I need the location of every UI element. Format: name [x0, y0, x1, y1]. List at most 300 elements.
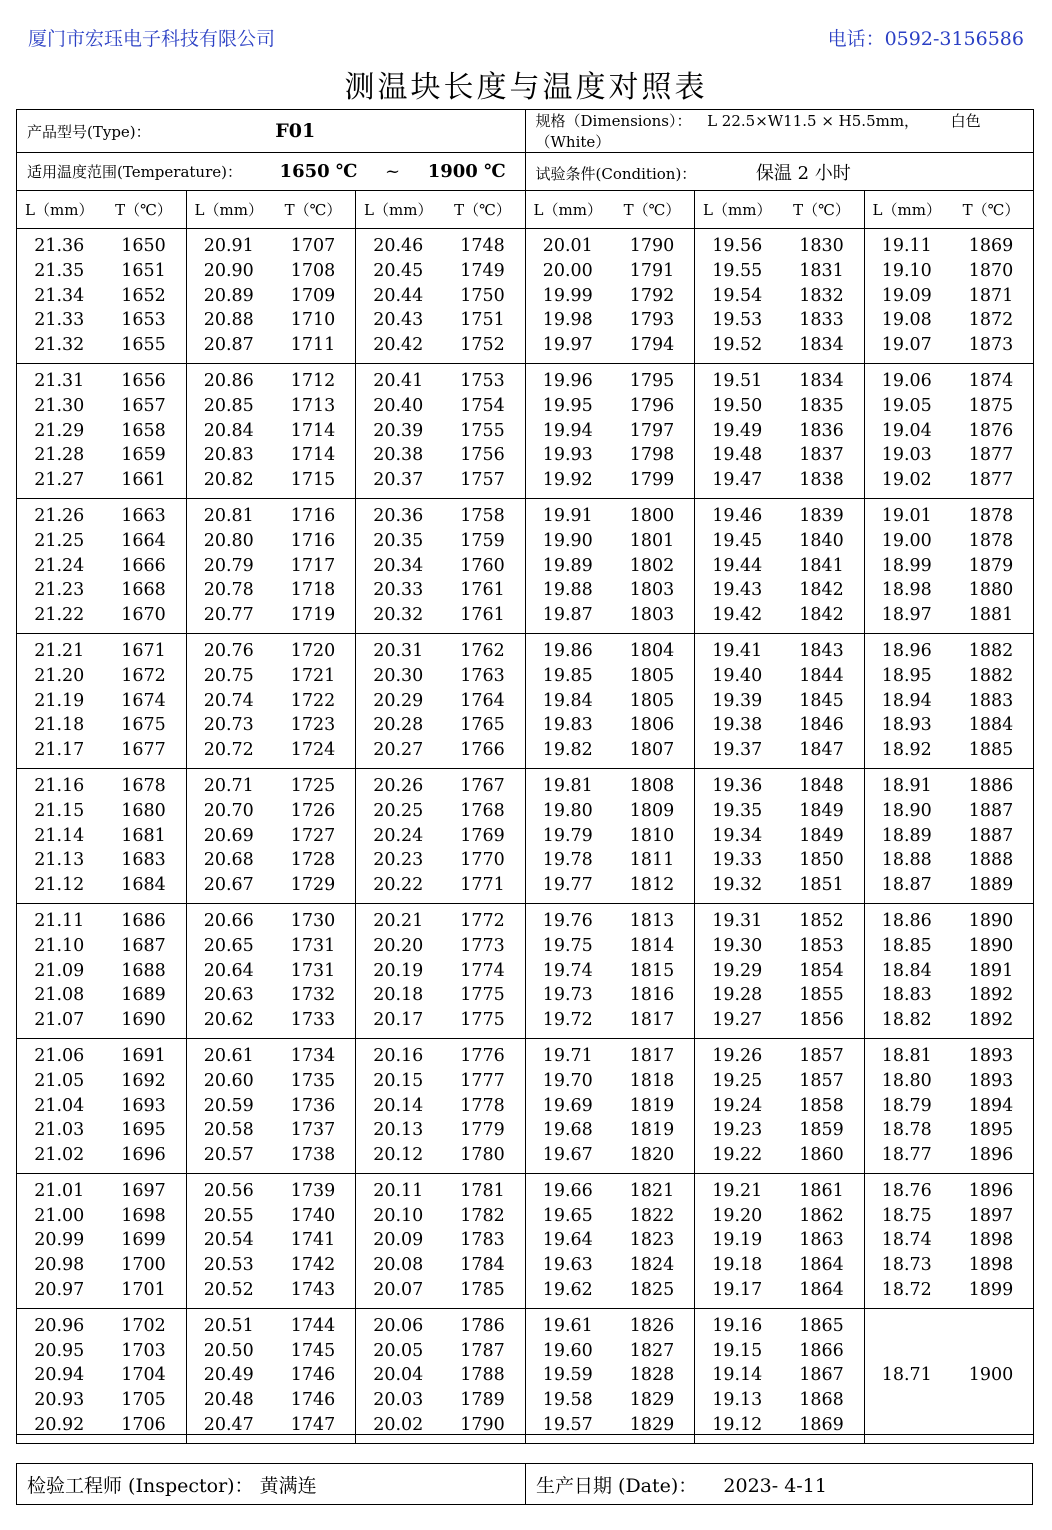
length-value: 19.90: [542, 530, 593, 551]
length-value: 19.20: [712, 1205, 763, 1226]
temperature-value: 1735: [290, 1070, 336, 1091]
temperature-value: 1751: [460, 310, 505, 331]
length-value: 19.83: [542, 715, 593, 736]
length-value: 18.76: [881, 1180, 932, 1201]
temperature-cell: [102, 1308, 187, 1443]
length-value: 21.30: [34, 395, 85, 416]
temperature-value: 1725: [290, 775, 336, 796]
temperature-cell: [610, 363, 695, 498]
length-value: 20.63: [203, 985, 254, 1006]
temperature-value: 1727: [290, 825, 336, 846]
length-cell: [356, 1173, 441, 1308]
length-value: 20.08: [373, 1255, 424, 1276]
length-value: 18.91: [881, 775, 932, 796]
temperature-value: 1882: [968, 640, 1014, 661]
length-value: 18.86: [881, 910, 932, 931]
temperature-value: 1723: [290, 715, 336, 736]
temperature-cell: [949, 633, 1034, 768]
temperature-value: 1795: [629, 370, 675, 391]
length-value: 19.49: [712, 420, 763, 441]
length-value: 20.90: [203, 260, 254, 281]
length-value: 19.73: [542, 985, 593, 1006]
length-value: 20.16: [373, 1045, 424, 1066]
length-value: 20.69: [203, 825, 254, 846]
col-header-temp: T（℃）: [102, 191, 187, 229]
length-value: 20.60: [203, 1070, 254, 1091]
temperature-value: 1837: [799, 445, 844, 466]
temperature-value: 1661: [121, 470, 166, 491]
temperature-value: 1748: [460, 236, 505, 256]
temperature-value: 1716: [290, 530, 336, 551]
temperature-value: 1759: [460, 530, 505, 551]
length-value: 19.89: [542, 555, 593, 576]
length-cell: [17, 363, 102, 498]
temperature-value: 1790: [629, 236, 675, 256]
length-value: 19.24: [712, 1095, 763, 1116]
length-value: 19.43: [712, 580, 763, 601]
temperature-cell: [271, 1038, 356, 1173]
temperature-value: 1885: [968, 740, 1014, 761]
length-cell: [186, 498, 271, 633]
length-cell: [695, 1038, 780, 1173]
temperature-value: 1805: [629, 665, 675, 686]
length-cell: [864, 903, 949, 1038]
temperature-cell: [780, 498, 865, 633]
temperature-value: 1761: [460, 580, 505, 601]
temperature-value: 1769: [460, 825, 505, 846]
temperature-value: 1827: [629, 1340, 675, 1361]
length-value: 20.25: [373, 800, 424, 821]
type-value: F01: [275, 120, 316, 142]
info-row-type: [17, 110, 1034, 153]
temperature-value: 1849: [799, 825, 844, 846]
condition-label: 试验条件(Condition)：: [535, 164, 697, 183]
length-value: 20.62: [203, 1010, 254, 1031]
temperature-value: 1761: [460, 605, 505, 626]
col-header-temp: T（℃）: [780, 191, 865, 229]
length-value: 19.03: [881, 445, 932, 466]
length-cell: [525, 1038, 610, 1173]
length-value: 19.27: [712, 1010, 763, 1031]
length-value: 19.84: [542, 690, 593, 711]
length-value: 18.95: [881, 665, 932, 686]
temperature-value: 1774: [460, 960, 505, 981]
length-value: 19.34: [712, 825, 763, 846]
length-cell: [356, 1308, 441, 1443]
length-value: 19.75: [542, 935, 593, 956]
length-value: 19.60: [542, 1340, 593, 1361]
length-value: 20.76: [203, 640, 254, 661]
length-value: 19.31: [712, 910, 763, 931]
temperature-value: 1844: [799, 665, 844, 686]
page-title: 测温块长度与温度对照表: [344, 70, 708, 105]
temperature-value: 1869: [799, 1415, 844, 1436]
dims-label: 规格（Dimensions）：: [535, 112, 692, 130]
temperature-value: 1772: [460, 910, 505, 931]
temperature-cell: [102, 1038, 187, 1173]
temperature-cell: [949, 903, 1034, 1038]
phone-number: 电话：0592-3156586: [827, 28, 1024, 50]
temperature-cell: [271, 633, 356, 768]
length-value: 19.85: [542, 665, 593, 686]
date-cell: [526, 1464, 1033, 1505]
length-value: 19.59: [542, 1365, 593, 1386]
temperature-value: 1892: [968, 1010, 1014, 1031]
temperature-value: 1745: [290, 1340, 336, 1361]
temperature-cell: [780, 363, 865, 498]
length-value: 20.18: [373, 985, 424, 1006]
length-value: 19.45: [712, 530, 763, 551]
length-value: 20.06: [373, 1315, 424, 1336]
length-value: 21.17: [34, 740, 85, 761]
length-value: 19.55: [712, 260, 763, 281]
temperature-value: 1779: [460, 1120, 505, 1141]
length-value: 21.35: [34, 260, 85, 281]
length-value: 19.92: [542, 470, 593, 491]
length-value: 20.17: [373, 1010, 424, 1031]
temperature-value: 1706: [121, 1415, 166, 1436]
length-value: 21.08: [34, 985, 85, 1006]
length-value: 21.03: [34, 1120, 85, 1141]
temperature-value: 1714: [290, 445, 336, 466]
length-value: 19.38: [712, 715, 763, 736]
temperature-value: 1658: [121, 420, 166, 441]
temperature-value: 1839: [799, 505, 844, 526]
length-cell: [864, 633, 949, 768]
temperature-value: 1873: [968, 335, 1014, 356]
length-value: 18.87: [881, 875, 932, 896]
temperature-cell: [610, 1173, 695, 1308]
length-value: 20.56: [203, 1180, 254, 1201]
length-value: 20.48: [203, 1390, 254, 1411]
length-value: 20.46: [373, 236, 424, 256]
length-value: 19.10: [881, 260, 932, 281]
inspector-name: 黄满连: [259, 1474, 317, 1497]
length-value: 19.21: [712, 1180, 763, 1201]
temperature-value: 1808: [629, 775, 675, 796]
length-value: 19.33: [712, 850, 763, 871]
temperature-value: 1878: [968, 530, 1014, 551]
temperature-value: 1758: [460, 505, 505, 526]
length-cell: [186, 1173, 271, 1308]
length-value: 19.07: [881, 335, 932, 356]
temperature-value: 1788: [460, 1365, 505, 1386]
length-value: 21.13: [34, 850, 85, 871]
length-value: 19.22: [712, 1145, 763, 1166]
temperature-cell: [949, 229, 1034, 364]
temperature-value: 1721: [290, 665, 336, 686]
temperature-cell: [949, 1038, 1034, 1173]
temperature-cell: [102, 229, 187, 364]
temperature-value: 1677: [121, 740, 166, 761]
length-cell: [17, 768, 102, 903]
length-value: 20.94: [34, 1365, 85, 1386]
temperature-value: 1871: [968, 285, 1014, 306]
temperature-cell: [102, 768, 187, 903]
length-value: 20.83: [203, 445, 254, 466]
temp-cell: [17, 153, 526, 191]
length-value: 18.80: [881, 1070, 932, 1091]
length-value: 18.90: [881, 800, 932, 821]
temperature-value: 1831: [799, 260, 844, 281]
length-value: 19.65: [542, 1205, 593, 1226]
length-value: 19.06: [881, 370, 932, 391]
temperature-value: 1834: [799, 370, 844, 391]
temperature-value: 1744: [290, 1315, 336, 1336]
temperature-value: 1750: [460, 285, 505, 306]
length-value: 20.22: [373, 875, 424, 896]
length-value: 19.71: [542, 1045, 593, 1066]
length-value: 18.93: [881, 715, 932, 736]
temperature-value: 1743: [290, 1280, 336, 1301]
length-value: 20.42: [373, 335, 424, 356]
length-value: 20.96: [34, 1315, 85, 1336]
length-value: 19.88: [542, 580, 593, 601]
col-header-length: L（mm）: [186, 191, 271, 229]
temperature-value: 1746: [290, 1390, 336, 1411]
temperature-value: 1766: [460, 740, 505, 761]
temperature-value: 1815: [629, 960, 675, 981]
length-value: 20.85: [203, 395, 254, 416]
temperature-value: 1695: [121, 1120, 166, 1141]
temperature-value: 1883: [968, 690, 1014, 711]
temperature-value: 1805: [629, 690, 675, 711]
temperature-cell: [610, 768, 695, 903]
length-value: 19.41: [712, 640, 763, 661]
length-value: 21.10: [34, 935, 85, 956]
temperature-value: 1890: [968, 910, 1014, 931]
temperature-value: 1733: [290, 1010, 336, 1031]
length-cell: [186, 903, 271, 1038]
length-value: 19.74: [542, 960, 593, 981]
temperature-value: 1847: [799, 740, 844, 761]
temperature-value: 1771: [460, 875, 505, 896]
length-value: 20.71: [203, 775, 254, 796]
color-value: 白色（White）: [535, 112, 981, 151]
length-value: 20.74: [203, 690, 254, 711]
temperature-value: 1770: [460, 850, 505, 871]
length-value: 20.45: [373, 260, 424, 281]
length-cell: [17, 633, 102, 768]
temperature-value: 1824: [629, 1255, 675, 1276]
length-value: 19.47: [712, 470, 763, 491]
length-value: 19.51: [712, 370, 763, 391]
temperature-value: 1664: [121, 530, 166, 551]
length-value: 20.99: [34, 1230, 85, 1251]
temperature-value: 1820: [629, 1145, 675, 1166]
inspector-cell: [17, 1464, 526, 1505]
length-value: 19.16: [712, 1315, 763, 1336]
temperature-value: 1857: [799, 1045, 844, 1066]
length-cell: [525, 498, 610, 633]
length-value: 21.15: [34, 800, 85, 821]
length-value: 19.66: [542, 1180, 593, 1201]
length-value: 20.13: [373, 1120, 424, 1141]
length-cell: [17, 498, 102, 633]
temperature-value: 1896: [968, 1180, 1014, 1201]
length-value: 20.15: [373, 1070, 424, 1091]
temp-low: 1650 ℃: [279, 161, 358, 182]
length-value: 19.17: [712, 1280, 763, 1301]
temperature-value: 1656: [121, 370, 166, 391]
temperature-value: 1806: [629, 715, 675, 736]
temperature-value: 1700: [121, 1255, 166, 1276]
length-cell: [17, 229, 102, 364]
temperature-value: 1764: [460, 690, 505, 711]
temperature-value: 1729: [290, 875, 336, 896]
length-value: 21.09: [34, 960, 85, 981]
temperature-value: 1666: [121, 555, 166, 576]
temperature-value: 1789: [460, 1390, 505, 1411]
temperature-cell: [441, 633, 526, 768]
temperature-cell: [610, 1038, 695, 1173]
length-value: 20.24: [373, 825, 424, 846]
length-cell: [525, 363, 610, 498]
length-cell: [864, 1308, 949, 1443]
length-value: 20.77: [203, 605, 254, 626]
temperature-value: 1728: [290, 850, 336, 871]
table-row-block: [17, 498, 1034, 633]
length-value: 20.44: [373, 285, 424, 306]
temperature-value: 1719: [290, 605, 336, 626]
length-value: 20.04: [373, 1365, 424, 1386]
length-value: 19.81: [542, 775, 593, 796]
temperature-value: 1678: [121, 775, 166, 796]
temperature-value: 1702: [121, 1315, 166, 1336]
temperature-value: 1842: [799, 605, 844, 626]
length-value: 21.11: [34, 910, 85, 931]
temperature-value: 1879: [968, 555, 1014, 576]
temp-high: 1900 ℃: [427, 161, 506, 182]
temperature-value: 1895: [968, 1120, 1014, 1141]
temperature-value: 1714: [290, 420, 336, 441]
temperature-value: 1804: [629, 640, 675, 661]
length-value: 20.57: [203, 1145, 254, 1166]
length-value: 19.53: [712, 310, 763, 331]
length-value: 20.54: [203, 1230, 254, 1251]
temperature-value: 1675: [121, 715, 166, 736]
temperature-value: 1867: [799, 1365, 844, 1386]
length-cell: [525, 1173, 610, 1308]
temperature-value: 1737: [290, 1120, 336, 1141]
temperature-value: 1892: [968, 985, 1014, 1006]
temperature-value: 1825: [629, 1280, 675, 1301]
temperature-value: 1746: [290, 1365, 336, 1386]
temperature-cell: [780, 633, 865, 768]
temperature-value: 1731: [290, 935, 336, 956]
temperature-cell: [271, 768, 356, 903]
temperature-value: 1814: [629, 935, 675, 956]
length-value: 20.41: [373, 370, 424, 391]
temperature-value: 1861: [799, 1180, 844, 1201]
length-value: 20.49: [203, 1365, 254, 1386]
length-value: 19.39: [712, 690, 763, 711]
length-value: 20.33: [373, 580, 424, 601]
temperature-value: 1690: [121, 1010, 166, 1031]
temperature-cell: [780, 1308, 865, 1443]
temperature-value: 1688: [121, 960, 166, 981]
length-cell: [525, 903, 610, 1038]
temperature-cell: [441, 1038, 526, 1173]
temperature-value: 1849: [799, 800, 844, 821]
temperature-value: 1811: [629, 850, 675, 871]
length-value: 19.63: [542, 1255, 593, 1276]
temperature-value: 1855: [799, 985, 844, 1006]
length-value: 20.39: [373, 420, 424, 441]
temperature-value: 1659: [121, 445, 166, 466]
length-value: 21.31: [34, 370, 85, 391]
length-value: 18.78: [881, 1120, 932, 1141]
length-value: 19.48: [712, 445, 763, 466]
temperature-value: 1848: [799, 775, 844, 796]
temperature-value: 1874: [968, 370, 1014, 391]
temperature-value: 1785: [460, 1280, 505, 1301]
length-value: 19.97: [542, 335, 593, 356]
length-value: 20.58: [203, 1120, 254, 1141]
temperature-cell: [102, 633, 187, 768]
temperature-value: 1749: [460, 260, 505, 281]
temperature-value: 1741: [290, 1230, 336, 1251]
date-value: 2023- 4-11: [723, 1474, 827, 1497]
length-value: 18.79: [881, 1095, 932, 1116]
length-value: 18.92: [881, 740, 932, 761]
length-value: 19.13: [712, 1390, 763, 1411]
length-value: 19.80: [542, 800, 593, 821]
length-value: 19.70: [542, 1070, 593, 1091]
temperature-value: 1780: [460, 1145, 505, 1166]
temperature-cell: [949, 1308, 1034, 1443]
temperature-value: 1793: [629, 310, 675, 331]
length-value: 20.38: [373, 445, 424, 466]
length-value: 20.89: [203, 285, 254, 306]
temperature-value: 1767: [460, 775, 505, 796]
temperature-value: 1776: [460, 1045, 505, 1066]
length-cell: [356, 498, 441, 633]
temperature-value: 1783: [460, 1230, 505, 1251]
temperature-value: 1716: [290, 505, 336, 526]
length-value: 18.72: [881, 1280, 932, 1301]
length-value: 20.14: [373, 1095, 424, 1116]
temperature-value: 1821: [629, 1180, 675, 1201]
temperature-cell: [271, 229, 356, 364]
temperature-value: 1819: [629, 1120, 675, 1141]
temperature-value: 1787: [460, 1340, 505, 1361]
conversion-table: [16, 109, 1034, 1444]
length-cell: [695, 229, 780, 364]
length-value: 19.77: [542, 875, 593, 896]
temperature-value: 1857: [799, 1070, 844, 1091]
length-value: 19.82: [542, 740, 593, 761]
temperature-value: 1884: [968, 715, 1014, 736]
length-value: 18.85: [881, 935, 932, 956]
length-value: 21.24: [34, 555, 85, 576]
temperature-value: 1898: [968, 1230, 1014, 1251]
temperature-value: 1830: [799, 236, 844, 256]
temperature-value: 1696: [121, 1145, 166, 1166]
length-value: 19.08: [881, 310, 932, 331]
length-value: 19.23: [712, 1120, 763, 1141]
company-name: 厦门市宏珏电子科技有限公司: [28, 28, 276, 50]
length-value: 19.96: [542, 370, 593, 391]
temperature-value: 1715: [290, 470, 336, 491]
length-value: 18.75: [881, 1205, 932, 1226]
temperature-value: 1752: [460, 335, 505, 356]
length-value: 19.04: [881, 420, 932, 441]
length-value: 20.37: [373, 470, 424, 491]
temp-label: 适用温度范围(Temperature)：: [27, 163, 242, 181]
temperature-value: 1674: [121, 690, 166, 711]
length-value: 19.30: [712, 935, 763, 956]
